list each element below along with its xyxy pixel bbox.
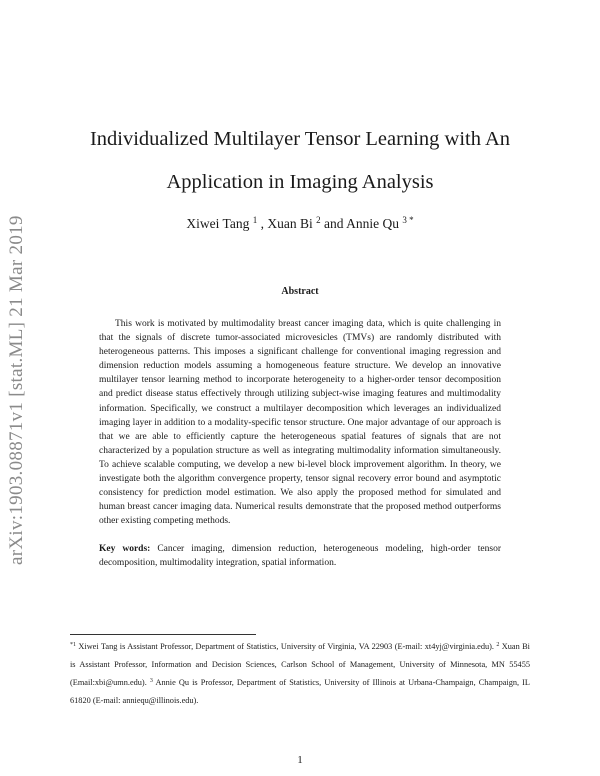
footnote-mark: 3 xyxy=(149,678,153,684)
page-number: 1 xyxy=(297,754,303,766)
footnote-mark: *1 xyxy=(70,642,76,648)
author-name: Annie Qu xyxy=(346,216,399,231)
paper-title-line-1: Individualized Multilayer Tensor Learning with An xyxy=(89,128,511,150)
footnote-text: Xiwei Tang is Assistant Professor, Department of Statistics, University of Virginia, VA 22903 (E-mail: xt4yj@virginia.edu). xyxy=(76,642,497,651)
abstract-body: This work is motivated by multimodality breast cancer imaging data, which is quite challenging in that the signals of discrete tumor-associated microvesicles (TMVs) are randomly distributed with heterogeneous patterns. This imposes a significant challenge for conventional imaging regression and dimension reduction models assuming a homogeneous feature structure. We develop an innovative multilayer tensor learning method to incorporate heterogeneity to a higher-order tensor decomposition and predict disease status effectively through utilizing subject-wise imaging features and multimodality information. Specifically, we construct a multilayer decomposition which leverages an individualized imaging layer in addition to a modality-specific tensor structure. One major advantage of our approach is that we are able to efficiently capture the heterogeneous spatial features of signals that are not characterized by a population structure as well as integrating multimodality information simultaneously. To achieve scalable computing, we develop a new bi-level block improvement algorithm. In theory, we investigate both the algorithm convergence property, tensor signal recovery error bound and asymptotic consistency for prediction model estimation. We also apply the proposed method for simulated and human breast cancer imaging data. Numerical results demonstrate that the proposed method outperforms other existing competing methods. xyxy=(99,319,501,527)
arxiv-identifier-stamp: arXiv:1903.08871v1 [stat.ML] 21 Mar 2019 xyxy=(6,215,27,565)
author-affiliation-mark: 2 xyxy=(316,215,321,225)
author-footnote xyxy=(70,637,530,709)
author-affiliation-mark: 1 xyxy=(252,215,258,225)
author-name: Xuan Bi xyxy=(267,216,313,231)
footnote-text: Xuan Bi is Assistant Professor, Information and Decision Sciences, Carlson School of Management, University of Minnesota, MN 55455 (Email:xbi@umn.edu). xyxy=(70,642,530,687)
author-separator: and xyxy=(320,216,347,231)
footnote-divider xyxy=(70,634,256,635)
author-separator: , xyxy=(257,216,268,231)
paper-title-line-2: Application in Imaging Analysis xyxy=(166,171,434,193)
footnote-mark: 2 xyxy=(496,642,500,648)
author-name: Xiwei Tang xyxy=(186,216,250,231)
footnote-text: Annie Qu is Professor, Department of Statistics, University of Illinois at Urbana-Champaign, Champaign, IL 61820 (E-mail: anniequ@illinois.edu). xyxy=(70,678,531,705)
keywords-paragraph xyxy=(99,542,501,570)
author-list xyxy=(0,215,600,232)
author-affiliation-mark: 3 * xyxy=(402,215,414,225)
keywords-text: Cancer imaging, dimension reduction, heterogeneous modeling, high-order tensor decomposition, multimodality integration, spatial information. xyxy=(99,544,501,569)
abstract-heading: Abstract xyxy=(281,286,319,297)
keywords-label: Key words: xyxy=(99,544,151,554)
